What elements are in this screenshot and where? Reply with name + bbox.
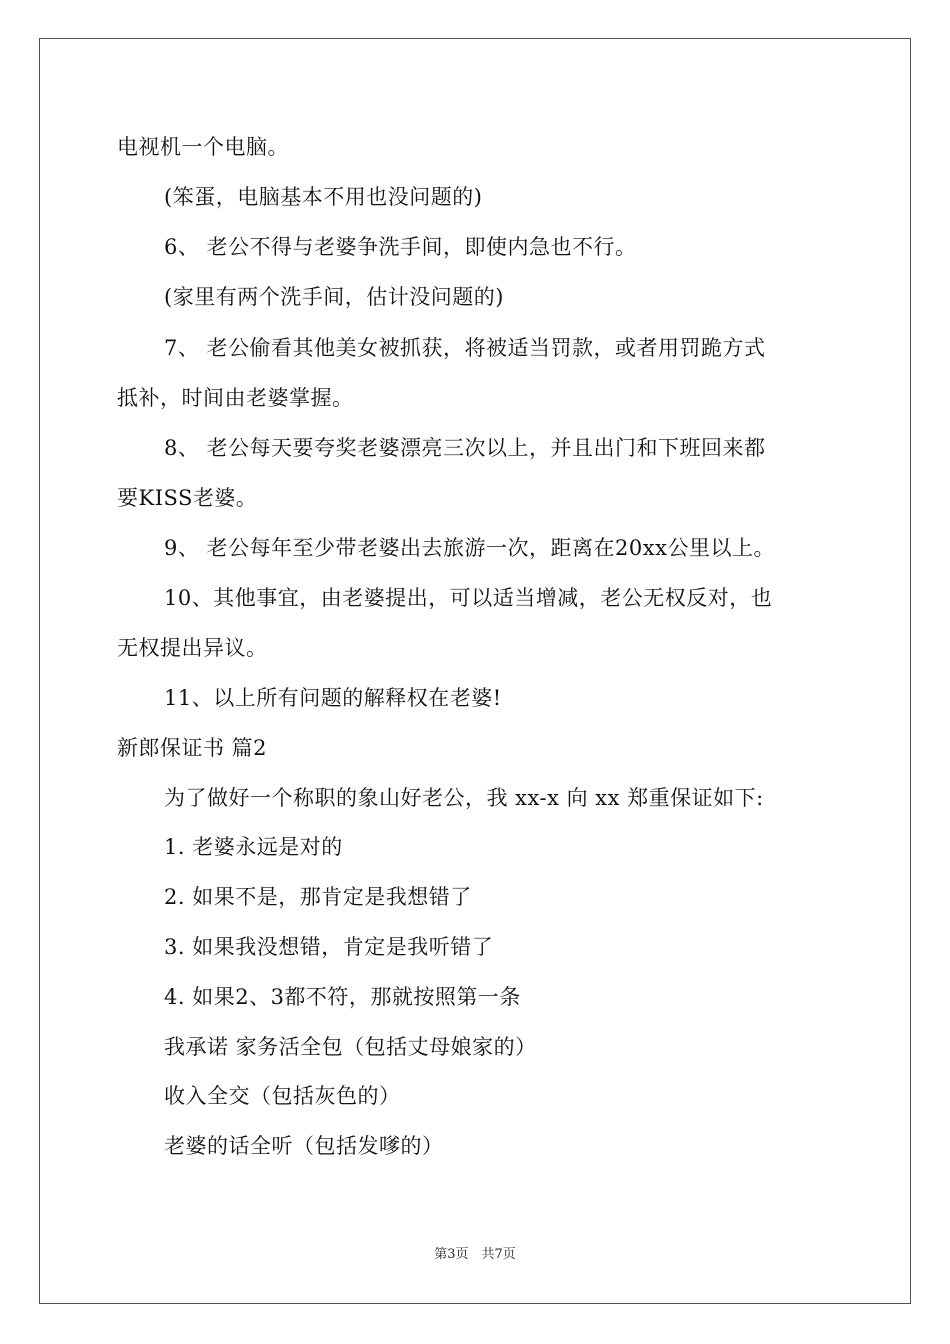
page-frame [39, 38, 911, 1304]
list-item-8: 8、 老公每天要夸奖老婆漂亮三次以上，并且出门和下班回来都 [164, 436, 766, 460]
list-item-3: 3. 如果我没想错，肯定是我听错了 [164, 935, 494, 959]
text-line: 无权提出异议。 [117, 636, 268, 660]
list-item-7: 7、 老公偷看其他美女被抓获，将被适当罚款，或者用罚跪方式 [164, 336, 766, 360]
text-line: 抵补，时间由老婆掌握。 [117, 386, 354, 410]
list-item-9: 9、 老公每年至少带老婆出去旅游一次，距离在20xx公里以上。 [164, 536, 775, 560]
list-item-1: 1. 老婆永远是对的 [164, 835, 343, 859]
text-line: (家里有两个洗手间，估计没问题的) [164, 285, 504, 309]
list-item-6: 6、 老公不得与老婆争洗手间，即使内急也不行。 [164, 235, 637, 259]
text-line: 要KISS老婆。 [117, 486, 258, 510]
text-line: 我承诺 家务活全包（包括丈母娘家的） [164, 1035, 537, 1059]
text-line: 收入全交（包括灰色的） [164, 1084, 401, 1108]
text-line: 电视机一个电脑。 [117, 135, 289, 159]
text-line: 为了做好一个称职的象山好老公，我 xx-x 向 xx 郑重保证如下: [164, 786, 764, 810]
section-heading: 新郎保证书 篇2 [117, 736, 268, 760]
list-item-4: 4. 如果2、3都不符，那就按照第一条 [164, 985, 521, 1009]
page-number: 第3页 共7页 [434, 1247, 516, 1262]
list-item-2: 2. 如果不是，那肯定是我想错了 [164, 885, 472, 909]
list-item-10: 10、其他事宜，由老婆提出，可以适当增减，老公无权反对，也 [164, 586, 773, 610]
text-line: (笨蛋，电脑基本不用也没问题的) [164, 185, 483, 209]
text-line: 老婆的话全听（包括发嗲的） [164, 1134, 444, 1158]
list-item-11: 11、以上所有问题的解释权在老婆! [164, 686, 502, 710]
